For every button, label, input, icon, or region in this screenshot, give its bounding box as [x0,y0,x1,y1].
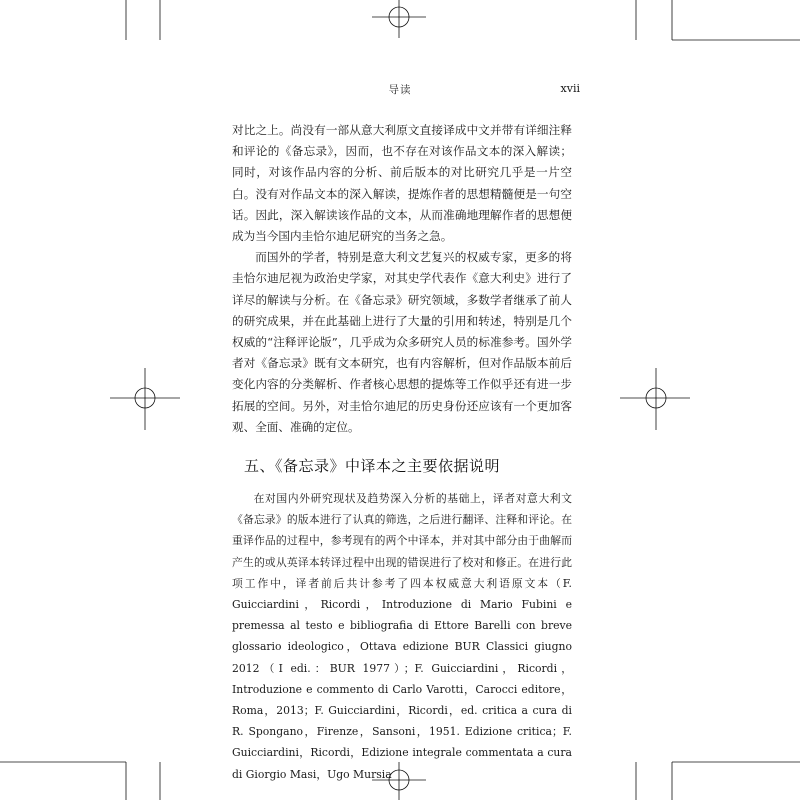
running-title: 导读 [388,84,412,96]
section-heading: 五、《备忘录》中译本之主要依据说明 [244,457,501,476]
registration-mark-right [620,368,690,430]
registration-mark-left [110,368,180,430]
paragraph-1: 对比之上。尚没有一部从意大利原文直接译成中文并带有详细注释和评论的《备忘录》，因而，也不存在对该作品文本的深入解读；同时，对该作品内容的分析、前后版本的对比研究几乎是一片空白。没有对作品文本的深入解读，提炼作者的思想精髓便是一句空话。因此，深入解读该作品的文本，从而准确地理解作者的思想便成为当今国内圭恰尔迪尼研究的当务之急。 [232,123,572,244]
registration-mark-top [372,0,426,38]
paragraph-3: 在对国内外研究现状及趋势深入分析的基础上，译者对意大利文《备忘录》的版本进行了认真的筛选，之后进行翻译、注释和评论。在重译作品的过程中，参考现有的两个中译本，并对其中部分由于曲解而产生的或从英译本转译过程中出现的错误进行了校对和修正。在进行此项工作中，译者前后共计参考了四本权威意大利语原文本（F. Guicciardini，Ricordi，Introduzione di Mario Fubini e premessa al testo e bibliografia di Ettore Barelli con breve glossario ideologico，Ottava edizione BUR Classici giugno 2012（I edi.：BUR 1977）；F. Guicciardini，Ricordi，Introduzione e commento di Carlo Varotti，Carocci editore，Roma，2013；F. Guicciardini，Ricordi，ed. critica a cura di R. Spongano，Firenze，Sansoni，1951. Edizione critica；F. Guicciardini，Ricordi，Edizione integrale commentata a cura di Giorgio Masi，Ugo Mursia [232,492,572,781]
page-number: xvii [560,82,580,95]
page-body [232,120,572,785]
paragraph-2: 而国外的学者，特别是意大利文艺复兴的权威专家，更多的将圭恰尔迪尼视为政治史学家，对其史学代表作《意大利史》进行了详尽的解读与分析。在《备忘录》研究领域，多数学者继承了前人的研究成果，并在此基础上进行了大量的引用和转述，特别是几个权威的“注释评论版”，几乎成为众多研究人员的标准参考。国外学者对《备忘录》既有文本研究，也有内容解析，但对作品版本前后变化内容的分类解析、作者核心思想的提炼等工作似乎还有进一步拓展的空间。另外，对圭恰尔迪尼的历史身份还应该有一个更加客观、全面、准确的定位。 [232,250,572,434]
